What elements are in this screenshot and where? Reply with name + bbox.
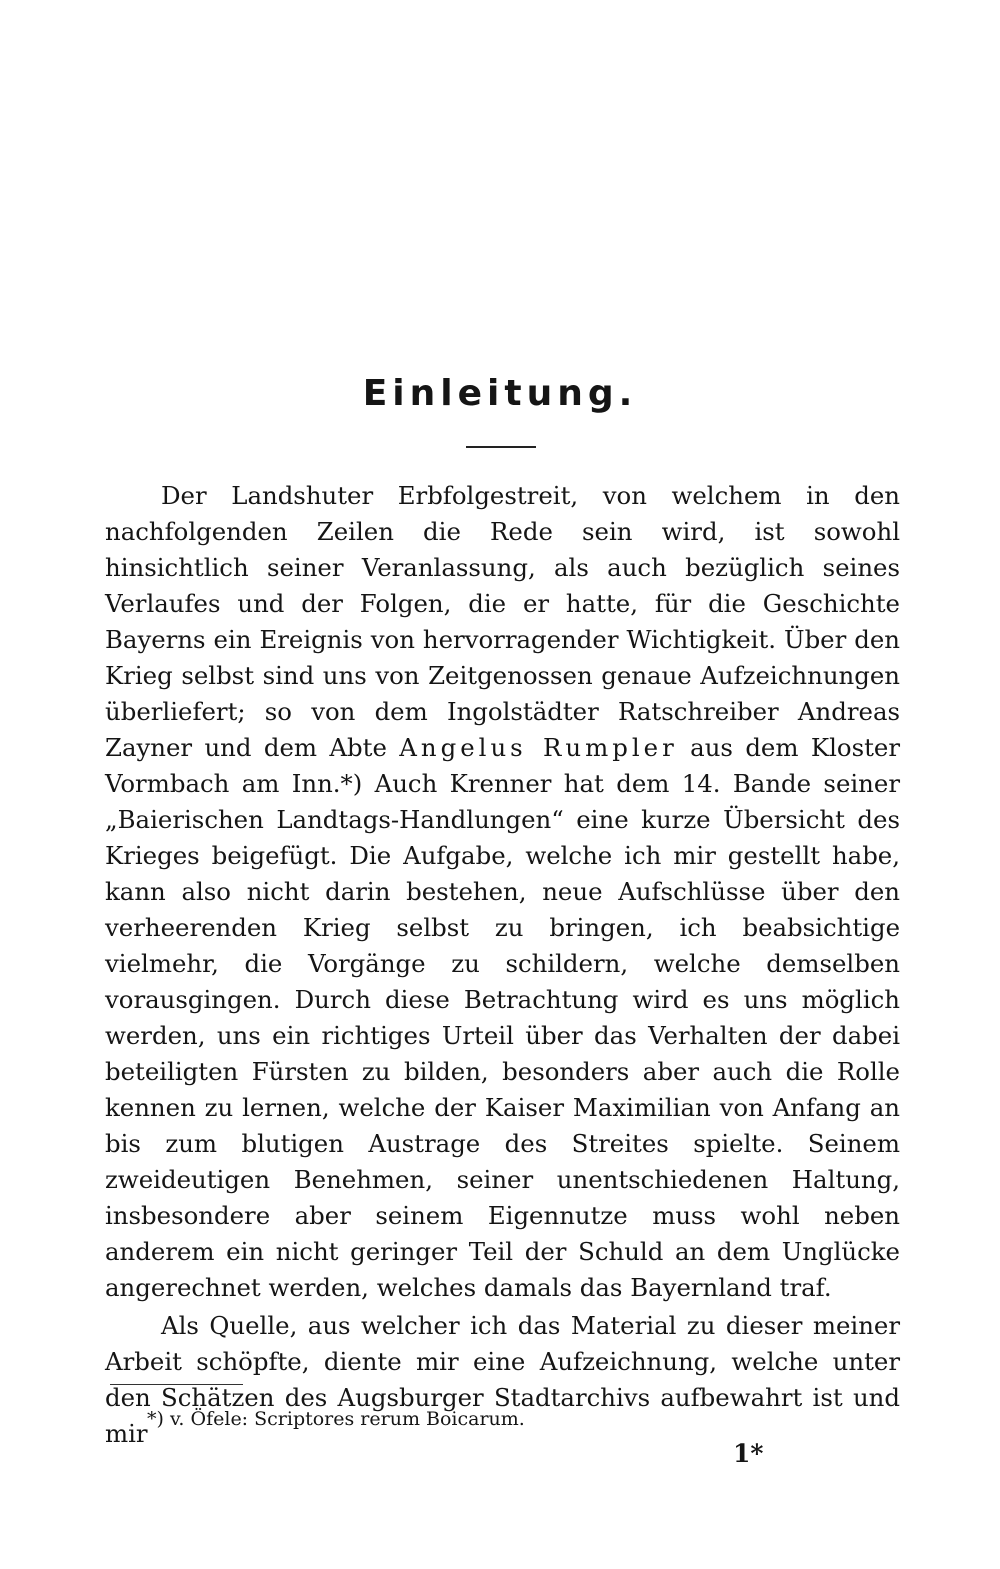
chapter-heading: Einleitung.	[362, 373, 638, 414]
signature-mark: 1*	[733, 1439, 764, 1468]
paragraph-1-part-2: aus dem Kloster Vormbach am Inn.*) Auch Krenner hat dem 14. Bande seiner „Baierischen Landtags-Handlungen“ eine kurze Übersicht des Krieges beigefügt. Die Aufgabe, welche ich mir gestellt habe, kann also nicht darin bestehen, neue Aufschlüsse über den verheerenden Krieg selbst zu bringen, ich beabsichtige vielmehr, die Vorgänge zu schildern, welche demselben vorausgingen. Durch diese Betrachtung wird es uns möglich werden, uns ein richtiges Urteil über das Verhalten der dabei beteiligten Fürsten zu bilden, besonders aber auch die Rolle kennen zu lernen, welche der Kaiser Maximilian von Anfang an bis zum blutigen Austrage des Streites spielte. Seinem zweideutigen Benehmen, seiner unentschiedenen Haltung, insbesondere aber seinem Eigennutze muss wohl neben anderem ein nicht geringer Teil der Schuld an dem Unglücke angerechnet werden, welches damals das Bayernland traf.	[105, 733, 900, 1302]
footnote: *) v. Öfele: Scriptores rerum Boicarum.	[147, 1408, 525, 1430]
paragraph-2: Als Quelle, aus welcher ich das Material zu dieser meiner Arbeit schöpfte, diente mir eine Aufzeichnung, welche unter den Schätzen des Augsburger Stadtarchivs aufbewahrt ist und mir	[105, 1311, 900, 1448]
body-text	[105, 478, 900, 1452]
heading-divider	[466, 446, 536, 448]
author-name-spaced: Angelus Rumpler	[399, 733, 678, 762]
footnote-divider	[110, 1384, 243, 1385]
paragraph-1-part-1: Der Landshuter Erbfolgestreit, von welchem in den nachfolgenden Zeilen die Rede sein wird, ist sowohl hinsichtlich seiner Veranlassung, als auch bezüglich seines Verlaufes und der Folgen, die er hatte, für die Geschichte Bayerns ein Ereignis von hervorragender Wichtigkeit. Über den Krieg selbst sind uns von Zeitgenossen genaue Aufzeichnungen überliefert; so von dem Ingolstädter Ratschreiber Andreas Zayner und dem Abte	[105, 481, 900, 762]
paragraph-1	[105, 478, 900, 1306]
